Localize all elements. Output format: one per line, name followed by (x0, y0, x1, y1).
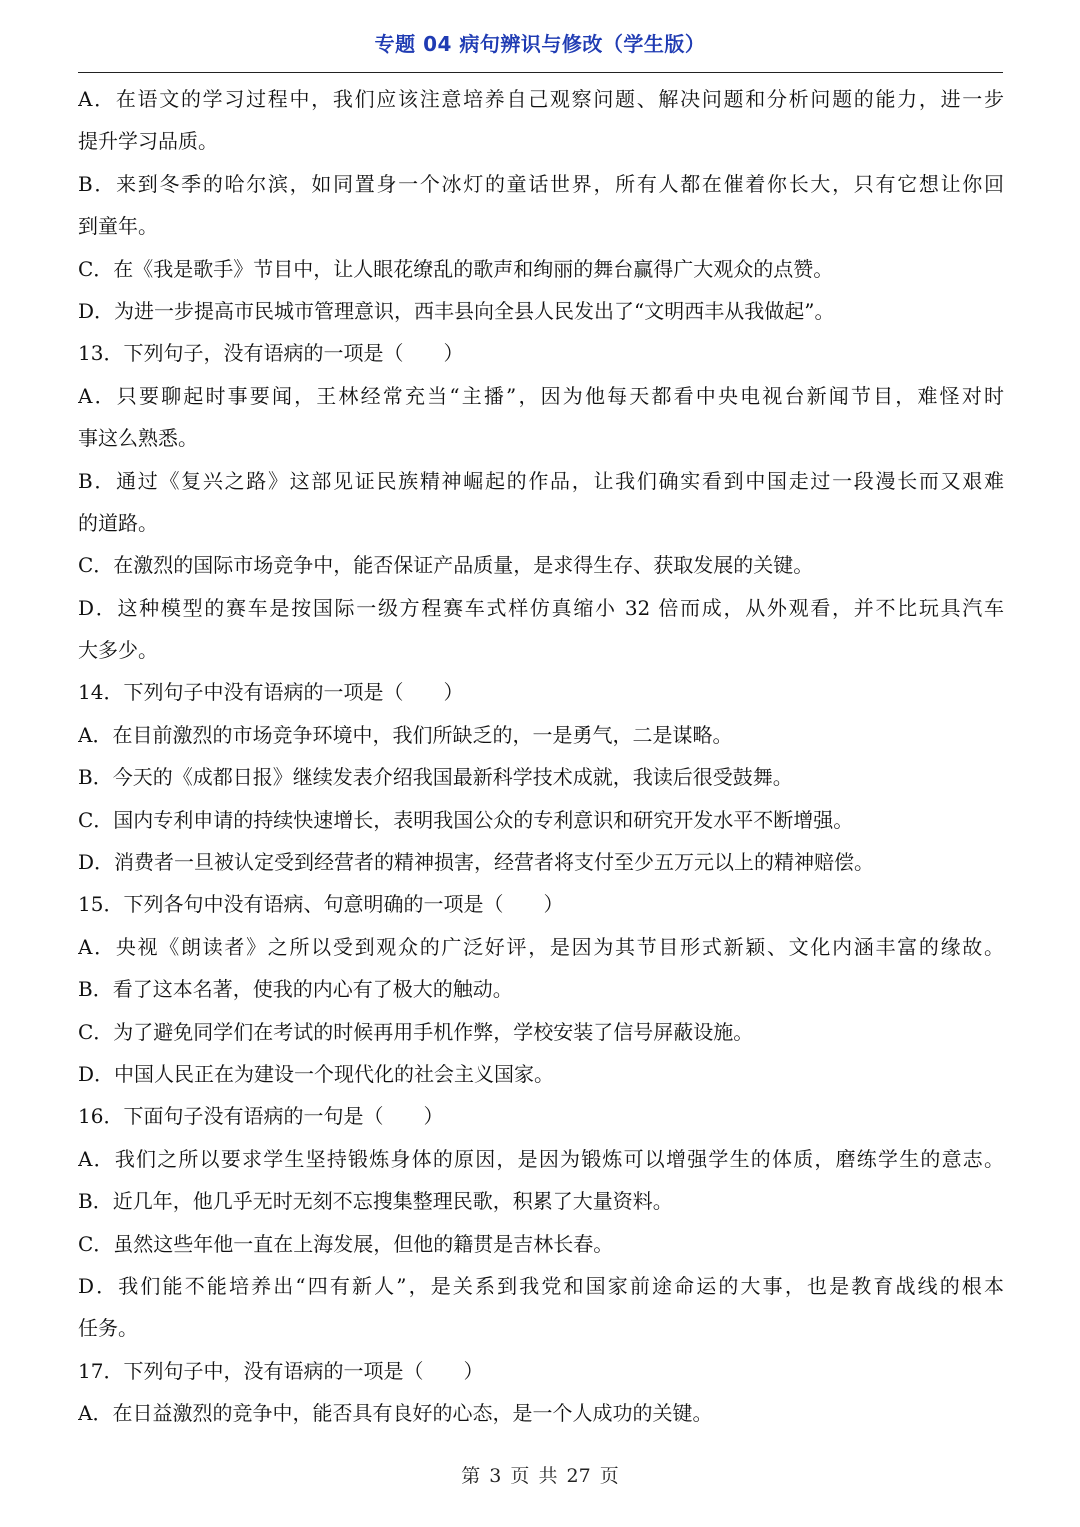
question-17-stem: 17．下列句子中，没有语病的一项是（ ） (78, 1358, 484, 1383)
option-15c: C．为了避免同学们在考试的时候再用手机作弊，学校安装了信号屏蔽设施。 (78, 1019, 754, 1044)
option-16d-line-2: 任务。 (78, 1316, 138, 1341)
option-16a: A．我们之所以要求学生坚持锻炼身体的原因，是因为锻炼可以增强学生的体质，磨练学生的意志。 (78, 1146, 1004, 1171)
option-16d-line-1: D．我们能不能培养出“四有新人”，是关系到我党和国家前途命运的大事，也是教育战线的根本 (78, 1273, 1004, 1298)
option-13a-line-2: 事这么熟悉。 (78, 426, 198, 451)
option-13b-line-2: 的道路。 (78, 510, 158, 535)
option-12a-line-1: A．在语文的学习过程中，我们应该注意培养自己观察问题、解决问题和分析问题的能力，进一步 (78, 87, 1004, 111)
option-16c: C．虽然这些年他一直在上海发展，但他的籍贯是吉林长春。 (78, 1231, 614, 1256)
option-14b: B．今天的《成都日报》继续发表介绍我国最新科学技术成就，我读后很受鼓舞。 (78, 765, 793, 790)
header-divider (78, 72, 1003, 73)
document-body (78, 84, 1004, 1441)
page-header-title: 专题 04 病句辨识与修改（学生版） (374, 32, 706, 56)
option-15d: D．中国人民正在为建设一个现代化的社会主义国家。 (78, 1061, 555, 1086)
option-13a-line-1: A．只要聊起时事要闻，王林经常充当“主播”，因为他每天都看中央电视台新闻节目，难怪对时 (78, 383, 1004, 408)
question-16-stem: 16．下面句子没有语病的一句是（ ） (78, 1104, 444, 1129)
option-13c: C．在激烈的国际市场竞争中，能否保证产品质量，是求得生存、获取发展的关键。 (78, 553, 814, 578)
question-13-stem: 13．下列句子，没有语病的一项是（ ） (78, 341, 464, 366)
option-13b-line-1: B．通过《复兴之路》这部见证民族精神崛起的作品，让我们确实看到中国走过一段漫长而又艰难 (78, 468, 1004, 493)
question-15-stem: 15．下列各句中没有语病、句意明确的一项是（ ） (78, 892, 564, 917)
option-17a: A．在日益激烈的竞争中，能否具有良好的心态，是一个人成功的关键。 (78, 1401, 713, 1426)
option-14c: C．国内专利申请的持续快速增长，表明我国公众的专利意识和研究开发水平不断增强。 (78, 807, 854, 832)
page-number-footer: 第 3 页 共 27 页 (461, 1465, 619, 1487)
option-15b: B．看了这本名著，使我的内心有了极大的触动。 (78, 977, 513, 1002)
option-14d: D．消费者一旦被认定受到经营者的精神损害，经营者将支付至少五万元以上的精神赔偿。 (78, 850, 875, 875)
option-12b-line-2: 到童年。 (78, 214, 158, 239)
option-13d-line-1: D．这种模型的赛车是按国际一级方程赛车式样仿真缩小 32 倍而成，从外观看，并不比玩具汽车 (78, 595, 1004, 620)
option-12a-line-2: 提升学习品质。 (78, 129, 218, 154)
option-14a: A．在目前激烈的市场竞争环境中，我们所缺乏的，一是勇气，二是谋略。 (78, 722, 733, 747)
question-14-stem: 14．下列句子中没有语病的一项是（ ） (78, 680, 464, 705)
option-16b: B．近几年，他几乎无时无刻不忘搜集整理民歌，积累了大量资料。 (78, 1189, 673, 1214)
option-12d: D．为进一步提高市民城市管理意识，西丰县向全县人民发出了“文明西丰从我做起”。 (78, 298, 835, 323)
option-12c: C．在《我是歌手》节目中，让人眼花缭乱的歌声和绚丽的舞台赢得广大观众的点赞。 (78, 256, 834, 281)
option-13d-line-2: 大多少。 (78, 638, 158, 663)
option-15a: A．央视《朗读者》之所以受到观众的广泛好评，是因为其节目形式新颖、文化内涵丰富的缘故。 (78, 934, 1004, 959)
option-12b-line-1: B．来到冬季的哈尔滨，如同置身一个冰灯的童话世界，所有人都在催着你长大，只有它想让你回 (78, 171, 1004, 196)
